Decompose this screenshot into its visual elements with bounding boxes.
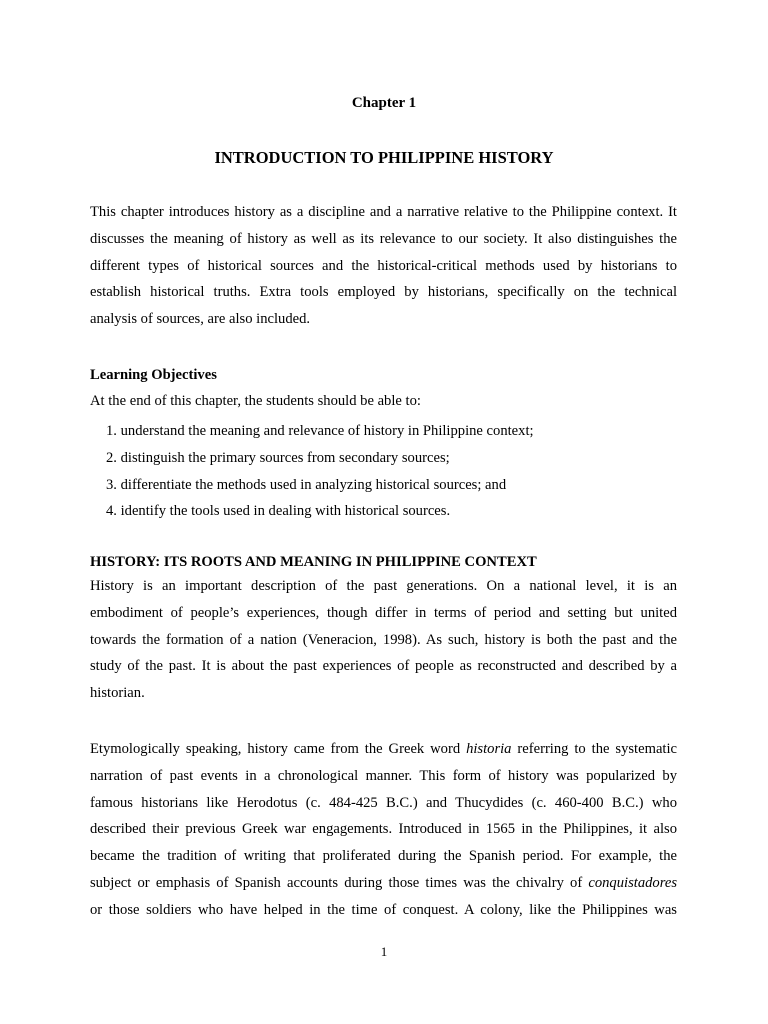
section-line: History is an important description of the past generations. On a national level, it is an <box>90 578 677 594</box>
intro-line: analysis of sources, are also included. <box>90 311 311 328</box>
section-paragraph-1 <box>90 573 677 707</box>
section-line: became the tradition of writing that proliferated during the Spanish period. For example, the <box>90 848 677 865</box>
chapter-label: Chapter 1 <box>351 95 417 111</box>
section-line <box>90 870 677 897</box>
section-heading: HISTORY: ITS ROOTS AND MEANING IN PHILIPPINE CONTEXT <box>90 554 537 570</box>
section-line: or those soldiers who have helped in the time of conquest. A colony, like the Philippines was <box>90 901 677 918</box>
italic-term: conquistadores <box>588 874 677 891</box>
learning-objectives-heading: Learning Objectives <box>90 367 217 383</box>
chapter-title: INTRODUCTION TO PHILIPPINE HISTORY <box>214 148 554 167</box>
section-paragraph-2 <box>90 736 677 924</box>
objective-item: 3. differentiate the methods used in analyzing historical sources; and <box>106 476 507 493</box>
objectives-list <box>106 418 534 525</box>
section-line <box>90 736 677 763</box>
objective-item: 1. understand the meaning and relevance of history in Philippine context; <box>106 423 534 439</box>
intro-line: different types of historical sources and the historical-critical methods used by historians to <box>90 257 677 274</box>
section-line: study of the past. It is about the past experiences of people as reconstructed and described by a <box>90 658 677 675</box>
text-run: Etymologically speaking, history came from the Greek word <box>90 741 467 757</box>
text-run: referring to the systematic <box>511 741 678 757</box>
intro-line: This chapter introduces history as a discipline and a narrative relative to the Philippine context. It <box>90 204 677 220</box>
section-line: famous historians like Herodotus (c. 484-425 B.C.) and Thucydides (c. 460-400 B.C.) who <box>90 794 677 811</box>
intro-line: establish historical truths. Extra tools employed by historians, specifically on the technical <box>90 284 677 301</box>
section-line: historian. <box>90 685 145 702</box>
learning-objectives-lead: At the end of this chapter, the students should be able to: <box>90 393 421 409</box>
intro-line: discusses the meaning of history as well as its relevance to our society. It also distinguishes the <box>90 230 677 247</box>
section-line: narration of past events in a chronological manner. This form of history was popularized by <box>90 767 677 784</box>
italic-term: historia <box>466 741 512 757</box>
section-line: embodiment of people’s experiences, though differ in terms of period and setting but united <box>90 604 677 621</box>
text-run: subject or emphasis of Spanish accounts during those times was the chivalry of <box>90 874 589 891</box>
section-line: described their previous Greek war engagements. Introduced in 1565 in the Philippines, it also <box>90 821 677 838</box>
section-line: towards the formation of a nation (Veneracion, 1998). As such, history is both the past and the <box>90 631 677 648</box>
intro-paragraph <box>90 199 677 333</box>
page-number: 1 <box>380 944 388 959</box>
objective-item: 2. distinguish the primary sources from secondary sources; <box>106 449 450 466</box>
objective-item: 4. identify the tools used in dealing with historical sources. <box>106 503 451 520</box>
